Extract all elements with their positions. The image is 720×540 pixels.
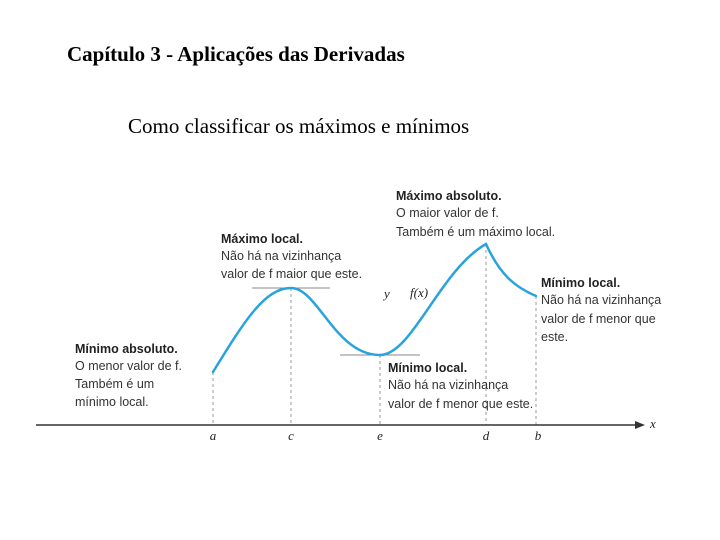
tick-e: e — [377, 428, 383, 443]
annotation-line: valor de f menor que — [541, 312, 656, 326]
annotation-line: mínimo local. — [75, 395, 149, 409]
annotation-line: valor de f menor que este. — [388, 397, 534, 411]
annotation-line: O menor valor de f. — [75, 359, 182, 373]
annotation-title: Mínimo absoluto. — [75, 342, 178, 356]
annotation-title: Mínimo local. — [388, 361, 468, 375]
x-axis-arrow-icon — [635, 421, 645, 429]
annotation-line: O maior valor de f. — [396, 206, 499, 220]
annotation-title: Máximo absoluto. — [396, 189, 502, 203]
annotation-line: Não há na vizinhança — [221, 249, 342, 263]
annotation-local-max — [221, 232, 362, 281]
y-label: y — [384, 286, 390, 301]
annotation-absolute-max — [396, 189, 555, 239]
function-curve — [213, 244, 536, 372]
annotation-line: Também é um — [75, 377, 155, 391]
tick-a: a — [209, 428, 217, 443]
annotation-absolute-min — [75, 342, 182, 409]
tangent-lines — [252, 288, 420, 355]
function-label: f(x) — [410, 285, 429, 300]
slide-subtitle: Como classificar os máximos e mínimos — [128, 114, 470, 138]
tick-c: c — [288, 428, 294, 443]
annotation-local-min-right — [541, 276, 661, 344]
annotation-local-min-center — [388, 361, 533, 411]
annotation-line: valor de f maior que este. — [221, 267, 363, 281]
annotation-title: Mínimo local. — [541, 276, 621, 290]
annotation-line: este. — [541, 330, 569, 344]
annotation-line: Não há na vizinhança — [388, 378, 509, 392]
slide-title: Capítulo 3 - Aplicações das Derivadas — [67, 42, 405, 66]
tick-b: b — [534, 428, 542, 443]
x-axis-label: x — [650, 416, 656, 431]
annotation-line: Também é um máximo local. — [396, 225, 556, 239]
tick-d: d — [482, 428, 490, 443]
annotation-line: Não há na vizinhança — [541, 293, 662, 307]
annotation-title: Máximo local. — [221, 232, 303, 246]
